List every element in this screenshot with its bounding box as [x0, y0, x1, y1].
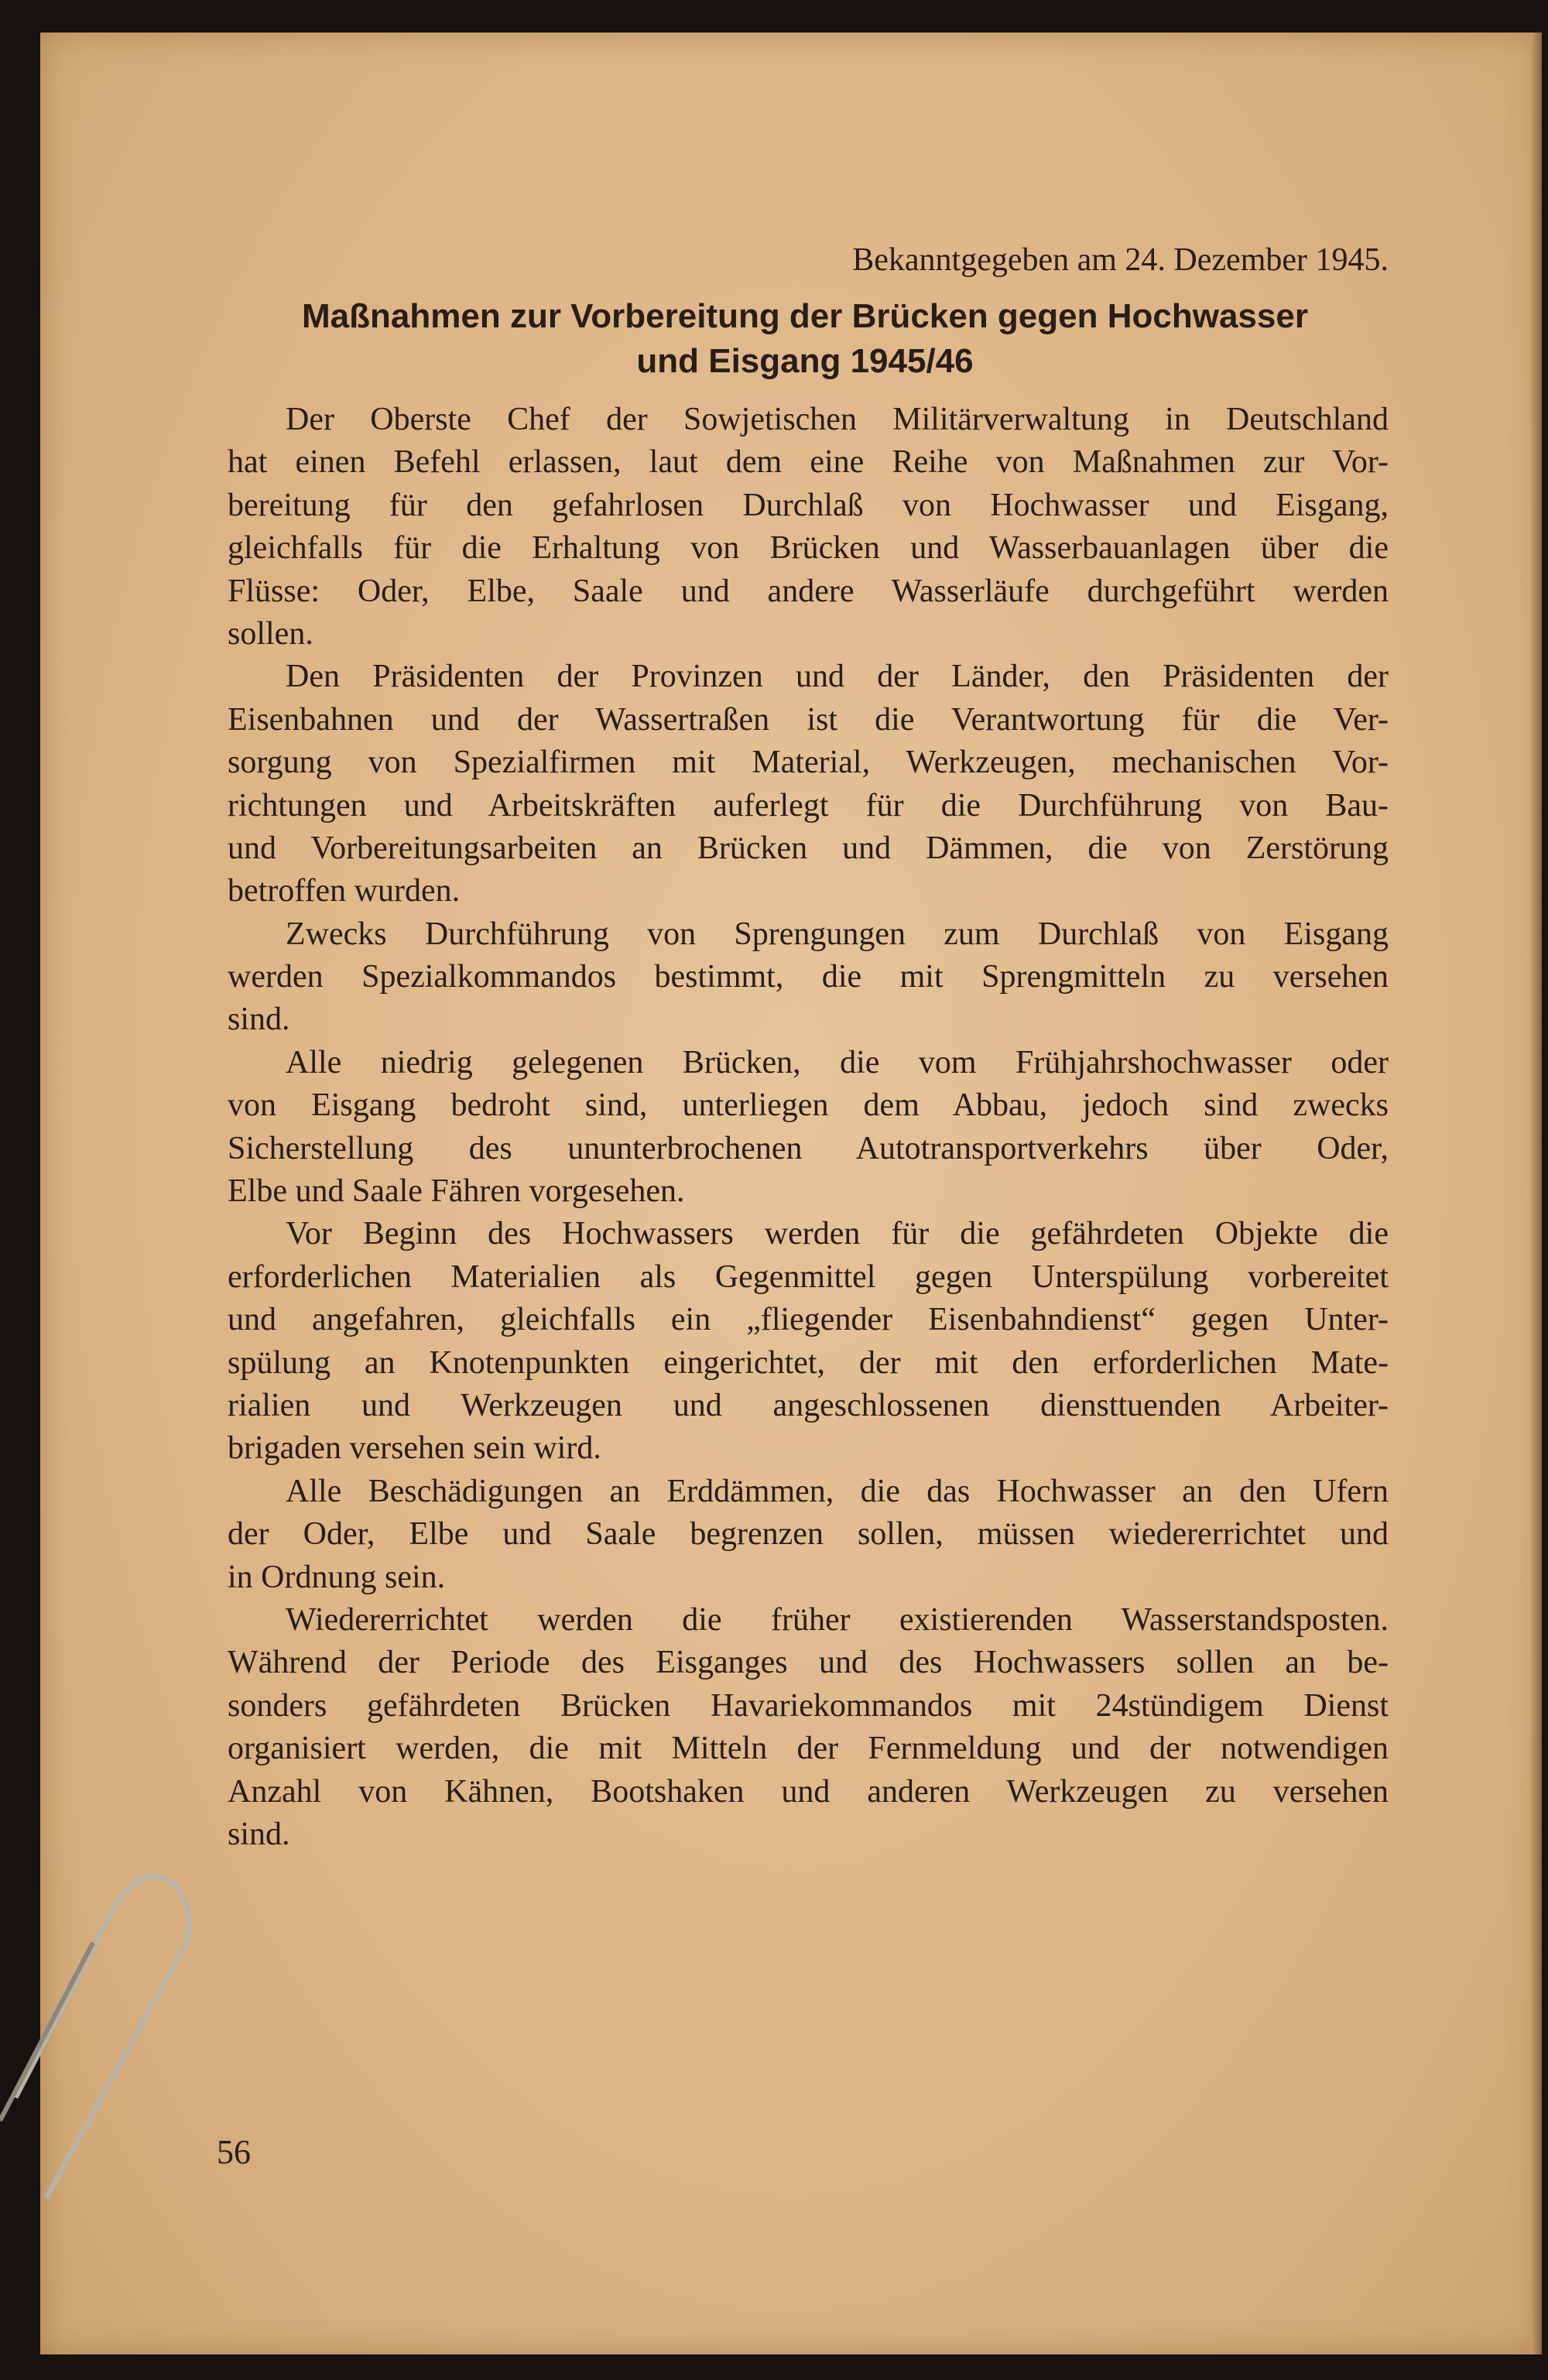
paragraph [228, 1042, 1389, 1214]
text-line: spülung an Knotenpunkten eingerichtet, der mit den erforderlichen Mate- [228, 1344, 1389, 1381]
text-line: sind. [228, 1002, 290, 1038]
text-line: rialien und Werkzeugen und angeschlossenen diensttuenden Arbeiter- [228, 1387, 1389, 1423]
text-line: Elbe und Saale Fähren vorgesehen. [228, 1173, 685, 1210]
text-line: Alle Beschädigungen an Erddämmen, die das Hochwasser an den Ufern [286, 1473, 1389, 1509]
text-line: Den Präsidenten der Provinzen und der Länder, den Präsidenten der [286, 659, 1389, 695]
text-line: Flüsse: Oder, Elbe, Saale und andere Wasserläufe durchgeführt werden [228, 573, 1389, 609]
text-line: hat einen Befehl erlassen, laut dem eine Reihe von Maßnahmen zur Vor- [228, 444, 1389, 481]
text-line: Zwecks Durchführung von Sprengungen zum Durchlaß von Eisgang [286, 916, 1389, 952]
text-line: betroffen wurden. [228, 873, 461, 909]
text-line: bereitung für den gefahrlosen Durchlaß von Hochwasser und Eisgang, [228, 487, 1389, 523]
paragraph [228, 656, 1389, 913]
text-line: sind. [228, 1816, 290, 1852]
paperclip-icon [0, 1842, 201, 2206]
text-line: sollen. [228, 615, 313, 652]
text-line: Während der Periode des Eisganges und des Hochwassers sollen an be- [228, 1645, 1389, 1681]
announcement-date: Bekanntgegeben am 24. Dezember 1945. [852, 242, 1389, 278]
text-line: erforderlichen Materialien als Gegenmittel gegen Unterspülung vorbereitet [228, 1258, 1389, 1295]
paragraph [228, 1599, 1389, 1856]
text-line: organisiert werden, die mit Mitteln der Fernmeldung und der notwendigen [228, 1731, 1389, 1767]
page-number: 56 [217, 2133, 251, 2171]
text-line: Der Oberste Chef der Sowjetischen Militärverwaltung in Deutschland [286, 402, 1389, 437]
paragraph [228, 913, 1389, 1042]
text-line: sonders gefährdeten Brücken Havariekommandos mit 24stündigem Dienst [228, 1687, 1389, 1724]
text-line: Anzahl von Kähnen, Bootshaken und anderen Werkzeugen zu versehen [228, 1773, 1389, 1810]
document-body [228, 399, 1389, 1856]
paragraph [228, 399, 1389, 656]
text-line: gleichfalls für die Erhaltung von Brücken und Wasserbauanlagen über die [228, 530, 1389, 567]
text-line: und angefahren, gleichfalls ein „fliegender Eisenbahndienst“ gegen Unter- [228, 1302, 1389, 1338]
document-title [217, 294, 1393, 384]
text-line: sorgung von Spezialfirmen mit Material, Werkzeugen, mechanischen Vor- [228, 745, 1389, 781]
title-line: Maßnahmen zur Vorbereitung der Brücken gegen Hochwasser [302, 297, 1308, 335]
paragraph [228, 1213, 1389, 1470]
text-line: Vor Beginn des Hochwassers werden für die gefährdeten Objekte die [286, 1216, 1389, 1252]
text-line: und Vorbereitungsarbeiten an Brücken und Dämmen, die von Zerstörung [228, 830, 1389, 866]
page-edge [1531, 33, 1542, 2354]
text-line: Alle niedrig gelegenen Brücken, die vom Frühjahrshochwasser oder [286, 1044, 1389, 1080]
text-line: richtungen und Arbeitskräften auferlegt für die Durchführung von Bau- [228, 787, 1389, 824]
text-line: Eisenbahnen und der Wassertraßen ist die Verantwortung für die Ver- [228, 701, 1389, 738]
paragraph [228, 1471, 1389, 1599]
title-line: und Eisgang 1945/46 [636, 342, 974, 380]
text-line: der Oder, Elbe und Saale begrenzen sollen, müssen wiedererrichtet und [228, 1516, 1389, 1553]
text-line: Sicherstellung des ununterbrochenen Autotransportverkehrs über Oder, [228, 1130, 1389, 1166]
text-line: in Ordnung sein. [228, 1559, 446, 1595]
text-line: Wiedererrichtet werden die früher existierenden Wasserstandsposten. [286, 1601, 1389, 1638]
text-line: von Eisgang bedroht sind, unterliegen dem Abbau, jedoch sind zwecks [228, 1087, 1389, 1124]
text-line: brigaden versehen sein wird. [228, 1430, 601, 1467]
text-line: werden Spezialkommandos bestimmt, die mit Sprengmitteln zu versehen [228, 959, 1389, 995]
